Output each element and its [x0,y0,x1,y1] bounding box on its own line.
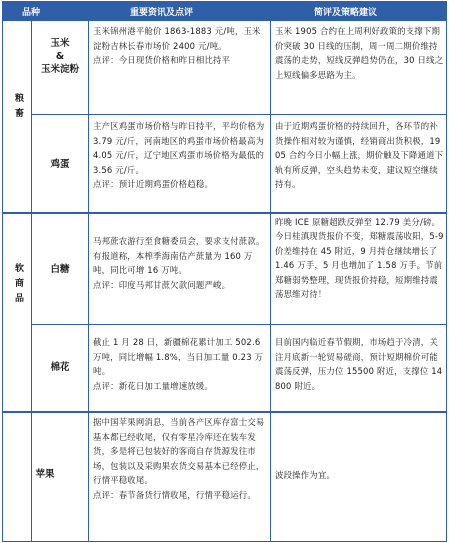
product-cotton: 棉花 [50,362,70,373]
news-cotton: 截止 1 月 28 日，新疆棉花累计加工 502.6 万吨，同比增幅 1.8%，当日加工量 0.23 万吨。 点评：新花日加工量增速放缓。 [93,337,264,391]
data-table [2,1,447,541]
table-header [2,1,447,21]
advice-cotton: 目前国内临近春节假期，市场趋于冷清，关注月底新一轮贸易磋商，预计短期棉价可能震荡反弹，压力位 15500 附近，支撑位 14800 附近。 [275,337,443,391]
category-soft-commodities: 软商品 [13,263,23,308]
header-advice: 简评及策略建议 [314,8,378,18]
news-sugar: 马邦蔗农游行至食糖委员会，要求支付蔗款。有报道称，本榨季海南估产蔗量为 160 万吨，同比可增 16 万吨。 点评：印度马邦甘蔗欠款问题严峻。 [93,236,265,290]
product-egg: 鸡蛋 [50,159,70,170]
news-corn: 玉米锦州港平舱价 1863-1883 元/吨，玉米淀粉吉林长春市场价 2400 元/吨。 点评：今日现货价格和昨日相比持平 [93,26,261,66]
advice-egg: 由于近期鸡蛋价格的持续回升，各环节的补货操作相对较为谨慎，经销商出货积极，1905 合约今日小幅上涨，期价触及下降通道下轨有所反弹，空头趋势未变，建议短空继续持有。 [275,121,444,190]
news-apple: 据中国苹果网消息，当前各产区库存富士交易基本都已经收尾，仅有零星冷库还在装车发货，多是将已包装好的客商自存货源发往市场，包装以及采购果农货交易基本已经停止，行情平稳收尾。 点评：春节备货行情收尾，行情平稳运行。 [93,417,265,500]
product-corn: 玉米 & 玉米淀粉 [40,38,79,75]
header-variety: 品种 [22,8,41,18]
header-news: 重要资讯及点评 [130,8,194,18]
advice-sugar: 昨晚 ICE 原糖超跌反弹至 12.79 美分/磅。今日桂滇现货报价不变，郑糖震荡收阳，5-9 价差维持在 45 附近，9 月持仓继续增长了 1.46 万手，5 月也增加了 1.58 万手。节前郑糖弱势整理，现货报价持稳，短期维持震荡思维对待！ [275,217,444,300]
product-sugar: 白糖 [50,264,70,275]
news-egg: 主产区鸡蛋市场价格与昨日持平，平均价格为 3.79 元/斤，河南地区的鸡蛋市场价格最高为 4.05 元/斤，辽宁地区鸡蛋市场价格为最低的 3.56 元/斤。 点评：预计近期鸡蛋价格趋稳。 [93,121,265,190]
product-apple: 苹果 [35,469,55,480]
advice-apple: 波段操作为宜。 [275,470,336,480]
category-grain-livestock: 粮畜 [13,93,23,123]
advice-corn: 玉米 1905 合约在上周利好政策的支撑下期价突破 30 日线的压制，周一周二期价维持震荡的走势，短线反弹趋势仍在，30 日线之上短线偏多思路为主。 [275,26,444,80]
